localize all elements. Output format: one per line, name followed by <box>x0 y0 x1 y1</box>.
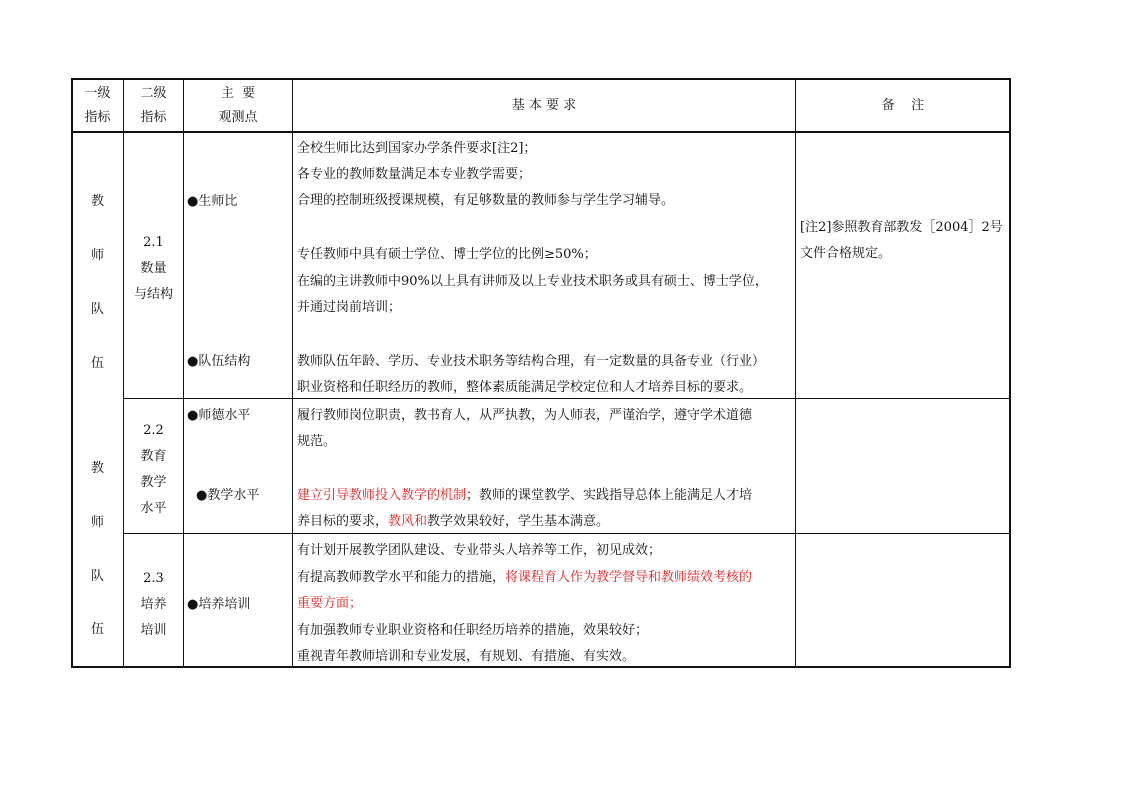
col-divider-3 <box>292 79 293 667</box>
level1-block1-char1: 教 <box>90 194 104 209</box>
header-observation-line1: 主 要 <box>220 86 256 101</box>
level1-block2-char3: 队 <box>90 569 104 584</box>
level1-block1-char2: 师 <box>90 248 104 263</box>
header-level2-line1: 二级 <box>140 86 167 101</box>
requirement-line: 全校生师比达到国家办学条件要求[注2]； <box>297 141 537 156</box>
header-level2-line2: 指标 <box>140 110 167 125</box>
point-training: ●培养培训 <box>187 597 251 612</box>
requirement-line: 重视青年教师培训和专业发展，有规划、有措施、有实效。 <box>297 649 636 664</box>
level2-2-3-number: 2.3 <box>143 571 164 586</box>
level2-2-2-line2: 教学 <box>140 475 167 490</box>
header-remarks: 备 注 <box>881 98 925 113</box>
requirement-line: 履行教师岗位职责，教书育人，从严执教，为人师表，严谨治学，遵守学术道德 <box>297 408 753 423</box>
point-ethics-level: ●师德水平 <box>187 408 251 423</box>
header-observation-line2: 观测点 <box>218 110 258 125</box>
requirement-line: 有加强教师专业职业资格和任职经历培养的措施，效果较好； <box>297 623 649 638</box>
point-team-structure: ●队伍结构 <box>187 354 251 369</box>
requirement-line: 有计划开展教学团队建设、专业带头人培养等工作，初见成效； <box>297 543 662 558</box>
level2-2-1-line2: 与结构 <box>133 287 173 302</box>
requirement-line: 教师队伍年龄、学历、专业技术职务等结构合理，有一定数量的具备专业（行业） <box>297 354 766 369</box>
requirement-line: 规范。 <box>297 434 337 449</box>
level1-block2-char4: 伍 <box>90 622 104 637</box>
level1-block1-char3: 队 <box>90 302 104 317</box>
header-level1-line2: 指标 <box>84 110 111 125</box>
level2-2-3-line2: 培训 <box>140 623 167 638</box>
highlight-text: 将课程育人作为教学督导和教师绩效考核的 <box>505 570 753 585</box>
requirement-line: 专任教师中具有硕士学位、博士学位的比例≥50%； <box>297 247 597 262</box>
requirement-text: 教学效果较好，学生基本满意。 <box>427 514 610 529</box>
level2-2-2-number: 2.2 <box>143 423 164 438</box>
requirement-line-mixed <box>297 510 609 534</box>
col-divider-4 <box>795 79 796 667</box>
point-student-teacher-ratio: ●生师比 <box>187 194 238 209</box>
requirement-line-mixed <box>297 484 752 508</box>
level1-block1-char4: 伍 <box>90 356 104 371</box>
requirement-line: 并通过岗前培训； <box>297 300 402 315</box>
header-requirements: 基 本 要 求 <box>511 98 577 113</box>
requirement-line: 在编的主讲教师中90%以上具有讲师及以上专业技术职务或具有硕士、博士学位， <box>297 274 768 289</box>
level1-block2-char2: 师 <box>90 515 104 530</box>
remark-note-line2: 文件合格规定。 <box>800 246 892 261</box>
level2-2-1-number: 2.1 <box>143 235 164 250</box>
remark-note-line1: [注2]参照教育部教发［2004］2号 <box>800 220 1003 235</box>
level2-2-1-line1: 数量 <box>140 261 167 276</box>
highlight-text: 重要方面； <box>297 596 363 611</box>
requirement-line: 职业资格和任职经历的教师，整体素质能满足学校定位和人才培养目标的要求。 <box>297 380 753 395</box>
requirement-line: 合理的控制班级授课规模，有足够数量的教师参与学生学习辅导。 <box>297 193 675 208</box>
requirement-line-mixed <box>297 566 752 590</box>
requirement-text: ；教师的课堂教学、实践指导总体上能满足人才培 <box>466 488 753 503</box>
header-bottom-line <box>72 131 1010 133</box>
highlight-text: 教风和 <box>388 514 428 529</box>
requirement-text: 有提高教师教学水平和能力的措施， <box>297 570 506 585</box>
col-divider-2 <box>183 79 184 667</box>
point-teaching-level: ●教学水平 <box>196 488 260 503</box>
highlight-text: 建立引导教师投入教学的机制 <box>297 488 467 503</box>
level2-2-3-line1: 培养 <box>140 597 167 612</box>
level2-2-2-line1: 教育 <box>140 449 167 464</box>
requirement-text: 养目标的要求， <box>297 514 389 529</box>
requirement-line: 各专业的教师数量满足本专业教学需要； <box>297 167 532 182</box>
header-level1-line1: 一级 <box>84 86 111 101</box>
level2-2-2-line3: 水平 <box>140 501 167 516</box>
level1-block2-char1: 教 <box>90 461 104 476</box>
